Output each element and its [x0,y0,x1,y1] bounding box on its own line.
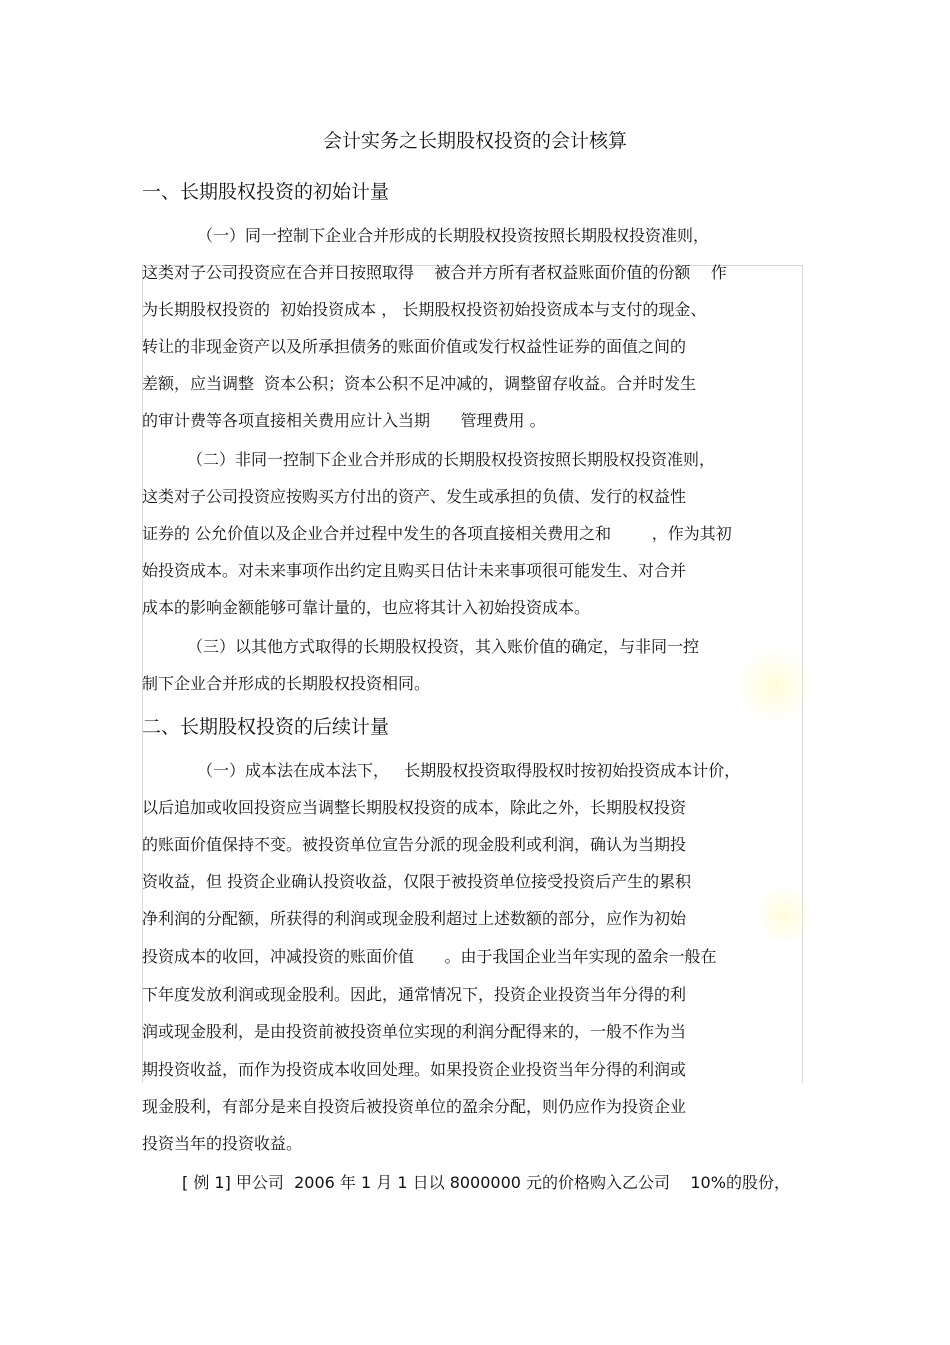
text-line: 净利润的分配额，所获得的利润或现金股利超过上述数额的部分，应作为初始 [142,909,687,928]
text-line: （一）同一控制下企业合并形成的长期股权投资按照长期股权投资准则， [197,226,710,245]
example-line: [ 例 1] 甲公司 2006 年 1 月 1 日以 8000000 元的价格购入乙公司 10%的股份， [182,1173,790,1192]
text-line: 期投资收益，而作为投资成本收回处理。如果投资企业投资当年分得的利润或 [142,1060,687,1079]
text-line: 始投资成本。对未来事项作出约定且购买日估计未来事项很可能发生、对合并 [142,561,687,580]
text-line: （三）以其他方式取得的长期股权投资，其入账价值的确定，与非同一控 [187,637,700,656]
text-line: 差额，应当调整 资本公积；资本公积不足冲减的，调整留存收益。合并时发生 [142,374,697,393]
text-line: 下年度发放利润或现金股利。因此，通常情况下，投资企业投资当年分得的利 [142,985,687,1004]
text-line: 这类对子公司投资应在合并日按照取得 被合并方所有者权益账面价值的份额 作 [142,263,727,282]
text-line: （一）成本法在成本法下， 长期股权投资取得股权时按初始投资成本计价， [197,761,741,780]
text-line: 现金股利，有部分是来自投资后被投资单位的盈余分配，则仍应作为投资企业 [142,1097,687,1116]
text-line: 成本的影响金额能够可靠计量的，也应将其计入初始投资成本。 [142,598,591,617]
text-line: 投资成本的收回，冲减投资的账面价值 。由于我国企业当年实现的盈余一般在 [142,947,717,966]
section-heading-initial-measurement: 一、长期股权投资的初始计量 [142,181,390,203]
text-line: （二）非同一控制下企业合并形成的长期股权投资按照长期股权投资准则， [187,450,716,469]
text-line: 投资当年的投资收益。 [142,1134,303,1153]
section-heading-subsequent-measurement: 二、长期股权投资的后续计量 [142,716,390,738]
text-line: 为长期股权投资的 初始投资成本 ， 长期股权投资初始投资成本与支付的现金、 [142,300,707,319]
text-line: 制下企业合并形成的长期股权投资相同。 [142,674,431,693]
text-line: 转让的非现金资产以及所承担债务的账面价值或发行权益性证券的面值之间的 [142,337,687,356]
text-line: 以后追加或收回投资应当调整长期股权投资的成本，除此之外，长期股权投资 [142,798,687,817]
text-line: 的审计费等各项直接相关费用应计入当期 管理费用 。 [142,411,546,430]
text-line: 这类对子公司投资应按购买方付出的资产、发生或承担的负债、发行的权益性 [142,487,687,506]
scan-smudge [760,880,810,950]
document-title: 会计实务之长期股权投资的会计核算 [322,130,627,152]
text-line: 润或现金股利，是由投资前被投资单位实现的利润分配得来的，一般不作为当 [142,1022,687,1041]
scan-smudge [740,640,810,730]
text-line: 证券的 公允价值以及企业合并过程中发生的各项直接相关费用之和 ，作为其初 [142,524,732,543]
text-line: 资收益，但 投资企业确认投资收益，仅限于被投资单位接受投资后产生的累积 [142,872,692,891]
text-line: 的账面价值保持不变。被投资单位宣告分派的现金股利或利润，确认为当期投 [142,835,687,854]
